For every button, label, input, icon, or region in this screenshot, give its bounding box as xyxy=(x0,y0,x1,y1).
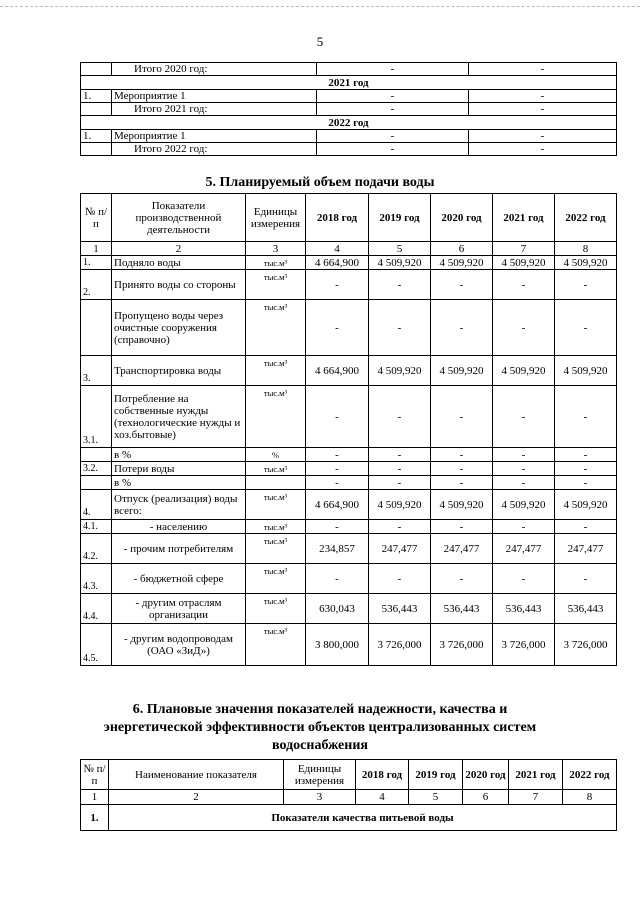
year-row xyxy=(81,76,617,90)
header-row xyxy=(81,194,617,242)
cell-value: 4 509,920 xyxy=(369,256,431,270)
cell-value: 4 509,920 xyxy=(555,256,617,270)
cell-value: - xyxy=(369,270,431,300)
cell-value: - xyxy=(306,300,369,356)
cell-value: 536,443 xyxy=(369,594,431,624)
cell-value: - xyxy=(493,520,555,534)
indicator-label: Потребление на собственные нужды (технологические нужды и хоз.бытовые) xyxy=(112,386,246,448)
cell-value: 247,477 xyxy=(369,534,431,564)
header-year: 2020 год xyxy=(463,760,509,790)
cell-value: 4 509,920 xyxy=(369,490,431,520)
cell-value: - xyxy=(555,476,617,490)
cell-value: - xyxy=(306,462,369,476)
cell-value: 247,477 xyxy=(555,534,617,564)
unit-label: тыс.м³ xyxy=(246,520,306,534)
row-number: 4. xyxy=(81,490,112,520)
cell-value: 4 664,900 xyxy=(306,490,369,520)
cell-value: 3 726,000 xyxy=(555,624,617,666)
indicator-label: Отпуск (реализация) воды всего: xyxy=(112,490,246,520)
cell-value: - xyxy=(431,564,493,594)
indicator-label: в % xyxy=(112,448,246,462)
cell-value: 247,477 xyxy=(493,534,555,564)
cell-value: - xyxy=(369,462,431,476)
index-cell: 6 xyxy=(463,790,509,805)
cell-value: - xyxy=(369,386,431,448)
cell-value: - xyxy=(493,462,555,476)
header-year: 2018 год xyxy=(306,194,369,242)
group-label: Показатели качества питьевой воды xyxy=(109,805,617,831)
cell-value: - xyxy=(431,476,493,490)
row-number: 1. xyxy=(81,256,112,270)
row-number: 4.1. xyxy=(81,520,112,534)
row-number: 3.1. xyxy=(81,386,112,448)
header-year: 2019 год xyxy=(369,194,431,242)
table-row xyxy=(81,594,617,624)
cell-value: - xyxy=(369,520,431,534)
table-row xyxy=(81,256,617,270)
header-year: 2021 год xyxy=(493,194,555,242)
item-label: Мероприятие 1 xyxy=(112,130,317,143)
table-row xyxy=(81,462,617,476)
row-number: 4.3. xyxy=(81,564,112,594)
cell-value: - xyxy=(369,476,431,490)
cell-value: - xyxy=(493,476,555,490)
header-year: 2018 год xyxy=(356,760,409,790)
row-number: 1. xyxy=(81,130,112,143)
section-5-title: 5. Планируемый объем подачи воды xyxy=(205,175,435,190)
cell-value: - xyxy=(555,270,617,300)
index-cell: 3 xyxy=(246,242,306,256)
cell-value: 4 509,920 xyxy=(493,490,555,520)
cell-value: - xyxy=(306,476,369,490)
cell-value: 4 509,920 xyxy=(431,356,493,386)
cell-value: 630,043 xyxy=(306,594,369,624)
group-number: 1. xyxy=(81,805,109,831)
indicator-label: - прочим потребителям xyxy=(112,534,246,564)
unit-label: тыс.м³ xyxy=(246,300,306,356)
cell-value: - xyxy=(317,63,469,76)
cell-value: - xyxy=(306,520,369,534)
table-row xyxy=(81,63,617,76)
indicator-label: - населению xyxy=(112,520,246,534)
cell-value: 3 726,000 xyxy=(493,624,555,666)
header-year: 2020 год xyxy=(431,194,493,242)
indicator-label: - другим водопроводам (ОАО «ЗиД») xyxy=(112,624,246,666)
indicator-label: Транспортировка воды xyxy=(112,356,246,386)
table-row xyxy=(81,300,617,356)
water-supply-table xyxy=(80,193,617,666)
indicator-label: Принято воды со стороны xyxy=(112,270,246,300)
header-indicator: Показатели производственной деятельности xyxy=(112,194,246,242)
cell-value: - xyxy=(369,448,431,462)
page-number: 5 xyxy=(316,34,324,49)
index-cell: 4 xyxy=(306,242,369,256)
index-cell: 3 xyxy=(284,790,356,805)
item-label: Мероприятие 1 xyxy=(112,90,317,103)
section-6-title-line2: энергетической эффективности объектов централизованных систем xyxy=(103,720,537,735)
cell-value: - xyxy=(431,462,493,476)
cell-value: - xyxy=(317,90,469,103)
unit-label: тыс.м³ xyxy=(246,462,306,476)
cell-value: 4 509,920 xyxy=(493,356,555,386)
table-row xyxy=(81,386,617,448)
reliability-table xyxy=(80,759,617,831)
index-row xyxy=(81,242,617,256)
total-label: Итого 2021 год: xyxy=(112,103,317,116)
cell-value: 247,477 xyxy=(431,534,493,564)
header-year: 2022 год xyxy=(555,194,617,242)
index-cell: 7 xyxy=(493,242,555,256)
year-row xyxy=(81,116,617,130)
cell-value: - xyxy=(431,386,493,448)
header-row xyxy=(81,760,617,790)
indicator-label: Пропущено воды через очистные сооружения (справочно) xyxy=(112,300,246,356)
index-cell: 4 xyxy=(356,790,409,805)
section-6-title-line3: водоснабжения xyxy=(272,738,368,753)
cell-value: - xyxy=(493,386,555,448)
cell-value: 3 726,000 xyxy=(431,624,493,666)
total-label: Итого 2020 год: xyxy=(112,63,317,76)
cell-value: - xyxy=(306,564,369,594)
table-row xyxy=(81,490,617,520)
row-number xyxy=(81,476,112,490)
header-num: № п/п xyxy=(81,194,112,242)
cell-value: 536,443 xyxy=(555,594,617,624)
indicator-label: Подняло воды xyxy=(112,256,246,270)
table-row xyxy=(81,534,617,564)
unit-label: тыс.м³ xyxy=(246,386,306,448)
row-number: 1. xyxy=(81,90,112,103)
cell-value: - xyxy=(317,130,469,143)
cell-value: - xyxy=(469,90,617,103)
cell-value: - xyxy=(317,103,469,116)
row-number: 4.4. xyxy=(81,594,112,624)
group-row xyxy=(81,805,617,831)
cell-value: - xyxy=(431,300,493,356)
header-unit: Единицы измерения xyxy=(246,194,306,242)
header-num: № п/п xyxy=(81,760,109,790)
index-cell: 1 xyxy=(81,790,109,805)
index-cell: 6 xyxy=(431,242,493,256)
cell-value: - xyxy=(306,448,369,462)
cell-value: - xyxy=(555,386,617,448)
unit-label xyxy=(246,476,306,490)
table-row xyxy=(81,356,617,386)
table-row xyxy=(81,143,617,156)
indicator-label: Потери воды xyxy=(112,462,246,476)
row-number: 3.2. xyxy=(81,462,112,476)
cell-value: - xyxy=(369,300,431,356)
unit-label: тыс.м³ xyxy=(246,564,306,594)
index-cell: 2 xyxy=(112,242,246,256)
cell-value: - xyxy=(431,520,493,534)
row-number: 4.5. xyxy=(81,624,112,666)
table-row xyxy=(81,103,617,116)
cell-value: 4 509,920 xyxy=(555,490,617,520)
year-label: 2021 год xyxy=(81,76,617,90)
total-label: Итого 2022 год: xyxy=(112,143,317,156)
indicator-label: в % xyxy=(112,476,246,490)
row-number xyxy=(81,448,112,462)
cell-value: 4 664,900 xyxy=(306,356,369,386)
cell-value: - xyxy=(306,270,369,300)
cell-value: - xyxy=(493,448,555,462)
cell-value: 4 509,920 xyxy=(369,356,431,386)
cell-value: 4 509,920 xyxy=(555,356,617,386)
cell-value: - xyxy=(493,270,555,300)
cell-value: - xyxy=(431,270,493,300)
header-year: 2022 год xyxy=(563,760,617,790)
cell-value: 536,443 xyxy=(431,594,493,624)
cell-value: - xyxy=(493,300,555,356)
cell-value: 3 726,000 xyxy=(369,624,431,666)
index-cell: 8 xyxy=(563,790,617,805)
cell-value: - xyxy=(469,103,617,116)
cell-value: 536,443 xyxy=(493,594,555,624)
cell-value: - xyxy=(555,564,617,594)
unit-label: тыс.м³ xyxy=(246,534,306,564)
cell-value: - xyxy=(317,143,469,156)
cell-value: 4 509,920 xyxy=(431,256,493,270)
cell-value: - xyxy=(369,564,431,594)
unit-label: тыс.м³ xyxy=(246,270,306,300)
header-unit: Единицы измерения xyxy=(284,760,356,790)
table-row xyxy=(81,448,617,462)
unit-label: тыс.м³ xyxy=(246,490,306,520)
cell-value: 4 664,900 xyxy=(306,256,369,270)
cell-value: 4 509,920 xyxy=(431,490,493,520)
index-cell: 2 xyxy=(109,790,284,805)
water-supply-body xyxy=(81,256,617,666)
cell-value: - xyxy=(469,63,617,76)
scan-top-edge xyxy=(0,6,640,7)
table-row xyxy=(81,624,617,666)
indicator-label: - другим отраслям организации xyxy=(112,594,246,624)
year-label: 2022 год xyxy=(81,116,617,130)
table-row xyxy=(81,476,617,490)
index-cell: 5 xyxy=(369,242,431,256)
cell-value: - xyxy=(469,143,617,156)
unit-label: тыс.м³ xyxy=(246,256,306,270)
row-number: 3. xyxy=(81,356,112,386)
index-cell: 5 xyxy=(409,790,463,805)
cell-value: - xyxy=(306,386,369,448)
cell-value: - xyxy=(431,448,493,462)
index-cell: 7 xyxy=(509,790,563,805)
index-row xyxy=(81,790,617,805)
cell-value: - xyxy=(555,520,617,534)
unit-label: тыс.м³ xyxy=(246,356,306,386)
unit-label: тыс.м³ xyxy=(246,594,306,624)
unit-label: % xyxy=(246,448,306,462)
cell-value: 3 800,000 xyxy=(306,624,369,666)
activities-table xyxy=(80,62,617,156)
cell-value: - xyxy=(469,130,617,143)
row-number: 4.2. xyxy=(81,534,112,564)
table-row xyxy=(81,270,617,300)
index-cell: 8 xyxy=(555,242,617,256)
header-indicator: Наименование показателя xyxy=(109,760,284,790)
row-number xyxy=(81,300,112,356)
unit-label: тыс.м³ xyxy=(246,624,306,666)
cell-value: - xyxy=(555,462,617,476)
cell-value: - xyxy=(555,300,617,356)
table-row xyxy=(81,90,617,103)
cell-value: - xyxy=(555,448,617,462)
section-6-title-line1: 6. Плановые значения показателей надежности, качества и xyxy=(132,702,508,717)
cell-value: 234,857 xyxy=(306,534,369,564)
table-row xyxy=(81,130,617,143)
table-row xyxy=(81,564,617,594)
header-year: 2019 год xyxy=(409,760,463,790)
row-number: 2. xyxy=(81,270,112,300)
header-year: 2021 год xyxy=(509,760,563,790)
cell-value: 4 509,920 xyxy=(493,256,555,270)
indicator-label: - бюджетной сфере xyxy=(112,564,246,594)
table-row xyxy=(81,520,617,534)
index-cell: 1 xyxy=(81,242,112,256)
cell-value: - xyxy=(493,564,555,594)
